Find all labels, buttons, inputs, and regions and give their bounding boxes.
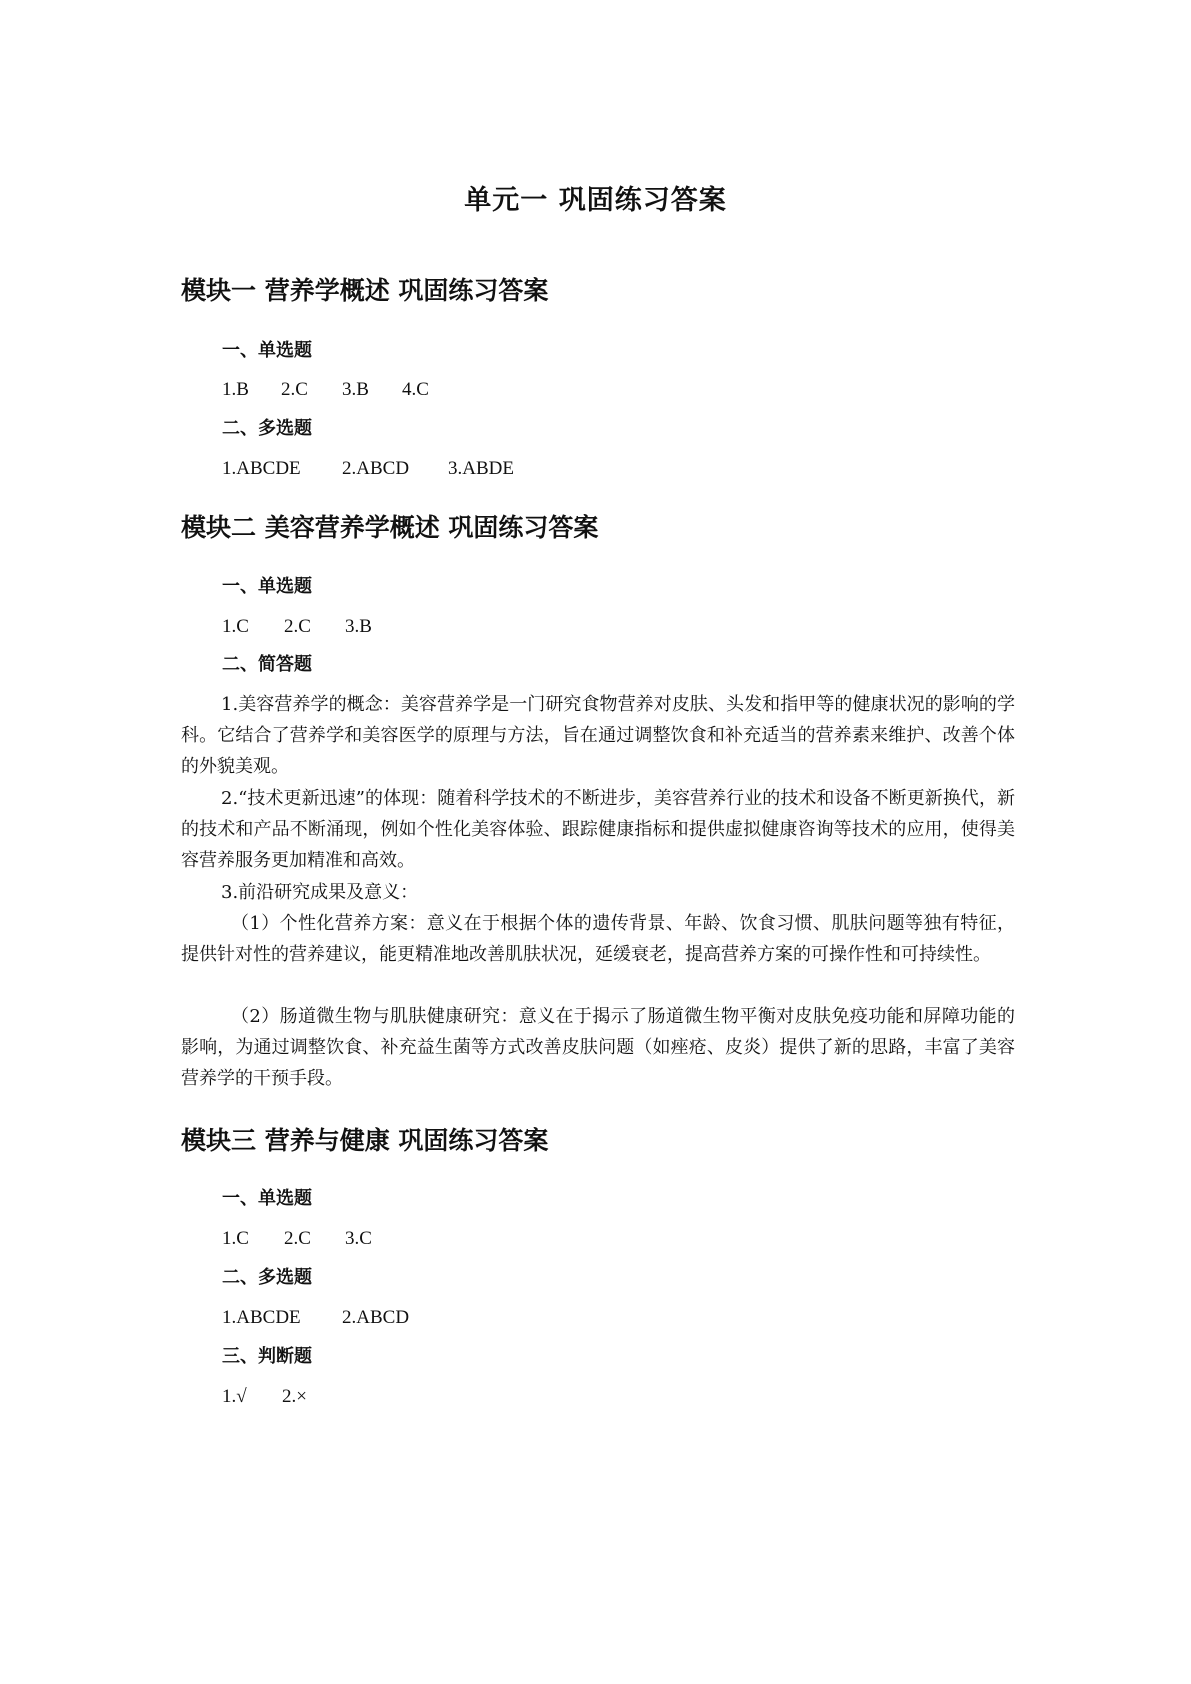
answer-item: 2.ABCD <box>342 458 410 479</box>
paragraph-gut-microbiome: （2）肠道微生物与肌肤健康研究：意义在于揭示了肠道微生物平衡对皮肤免疫功能和屏障功能的影响，为通过调整饮食、补充益生菌等方式改善皮肤问题（如痤疮、皮炎）提供了新的思路，丰富了美容营养学的干预手段。 <box>181 1006 1015 1089</box>
section-heading-m1-single-choice: 一、单选题 <box>222 340 312 361</box>
paragraph-frontier-research: 3.前沿研究成果及意义： <box>221 882 419 903</box>
section-heading-m3-single-choice: 一、单选题 <box>222 1188 312 1209</box>
answer-item: 2.ABCD <box>342 1307 410 1328</box>
answer-item: 1.ABCDE <box>222 458 301 479</box>
answers-m1-single-choice <box>222 377 429 403</box>
paragraph-concept: 1.美容营养学的概念：美容营养学是一门研究食物营养对皮肤、头发和指甲等的健康状况的影响的学科。它结合了营养学和美容医学的原理与方法，旨在通过调整饮食和补充适当的营养素来维护、改善个体的外貌美观。 <box>181 694 1015 777</box>
answer-item: 1.C <box>222 1228 249 1249</box>
section-heading-m3-multi-choice: 二、多选题 <box>222 1267 312 1288</box>
module-title-3: 模块三 营养与健康 巩固练习答案 <box>181 1126 549 1155</box>
answer-item: 4.C <box>402 379 429 400</box>
answer-item: 2.C <box>284 616 311 637</box>
answers-m3-single-choice <box>222 1226 372 1252</box>
answer-item: 3.B <box>345 616 372 637</box>
module-title-2: 模块二 美容营养学概述 巩固练习答案 <box>181 513 599 542</box>
answer-item: 1.B <box>222 379 249 400</box>
answer-item: 1.C <box>222 616 249 637</box>
paragraph-personalized-nutrition: （1）个性化营养方案：意义在于根据个体的遗传背景、年龄、饮食习惯、肌肤问题等独有特征，提供针对性的营养建议，能更精准地改善肌肤状况，延缓衰老，提高营养方案的可操作性和可持续性。 <box>181 913 1015 965</box>
module-title-1: 模块一 营养学概述 巩固练习答案 <box>181 276 549 305</box>
answer-item: 3.C <box>345 1228 372 1249</box>
section-heading-m2-single-choice: 一、单选题 <box>222 576 312 597</box>
answer-item: 2.C <box>284 1228 311 1249</box>
answers-m3-true-false <box>222 1384 307 1410</box>
answer-item: 3.B <box>342 379 369 400</box>
answer-item: 1.ABCDE <box>222 1307 301 1328</box>
section-heading-m1-multi-choice: 二、多选题 <box>222 418 312 439</box>
section-heading-m3-true-false: 三、判断题 <box>222 1346 312 1367</box>
section-heading-m2-short-answer: 二、简答题 <box>222 654 312 675</box>
answers-m2-single-choice <box>222 614 372 640</box>
answers-m1-multi-choice <box>222 456 514 482</box>
answer-item: 2.C <box>281 379 308 400</box>
answers-m3-multi-choice <box>222 1305 409 1331</box>
unit-title: 单元一 巩固练习答案 <box>464 185 727 216</box>
answer-item: 1.√ <box>222 1386 247 1407</box>
answer-item: 2.× <box>282 1386 307 1407</box>
paragraph-tech-update: 2.“技术更新迅速”的体现：随着科学技术的不断进步，美容营养行业的技术和设备不断更新换代，新的技术和产品不断涌现，例如个性化美容体验、跟踪健康指标和提供虚拟健康咨询等技术的应用，使得美容营养服务更加精准和高效。 <box>181 788 1015 871</box>
answer-item: 3.ABDE <box>448 458 514 479</box>
